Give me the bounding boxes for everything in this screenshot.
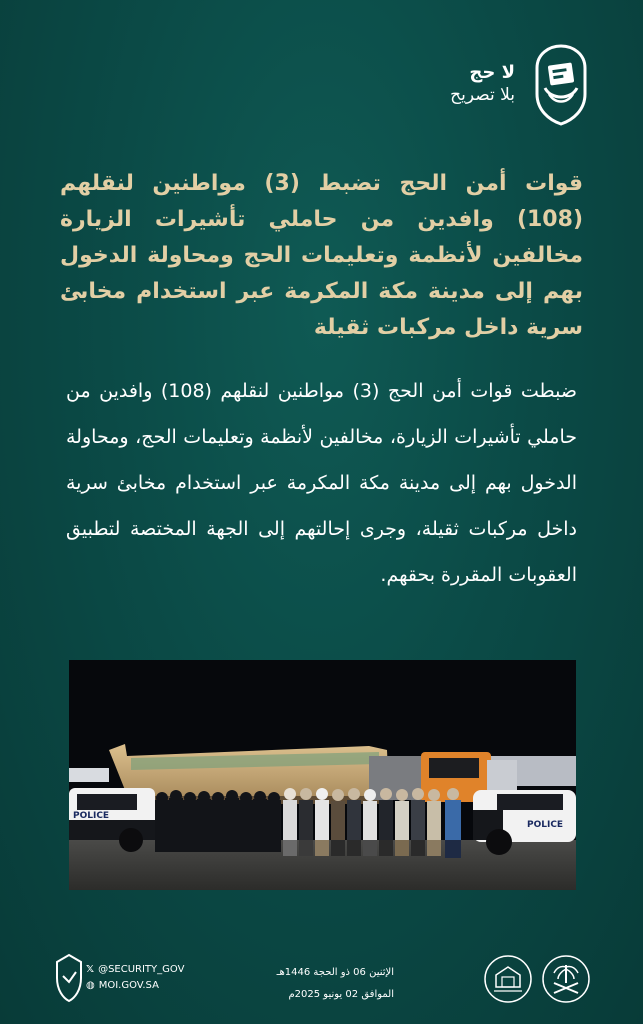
hajj-security-emblem-icon: [482, 953, 534, 1005]
shield-logo-icon: [531, 42, 591, 126]
date-block: [258, 962, 394, 1006]
hajj-permit-logo: [531, 42, 591, 126]
footer-social: [54, 952, 194, 1004]
website-link: MOI.GOV.SA: [98, 980, 159, 991]
palm-swords-emblem-icon: [540, 953, 592, 1005]
slogan-line-2: بلا تصريح: [450, 85, 515, 105]
x-logo-icon: 𝕏: [86, 964, 95, 975]
police-label-right: POLICE: [527, 820, 564, 830]
slogan: [450, 62, 515, 106]
photo-scene: [69, 660, 576, 890]
security-badge-icon: [54, 952, 84, 1004]
date-hijri: الإثنين 06 ذو الحجة 1446هـ: [276, 967, 394, 978]
website-row[interactable]: [86, 980, 159, 991]
headline: قوات أمن الحج تضبط (3) مواطنين لنقلهم (108) وافدين من حاملي تأشيرات الزيارة مخالفين لأنظمة وتعليمات الحج ومحاولة الدخول بهم إلى مدينة مكة المكرمة عبر استخدام مخابئ سرية داخل مركبات ثقيلة: [60, 171, 583, 340]
social-x-row[interactable]: [86, 964, 184, 975]
date-gregorian: الموافق 02 يونيو 2025م: [288, 989, 394, 1000]
hajj-security-emblem: [482, 953, 534, 1005]
news-photo: [69, 660, 576, 890]
social-handle: @SECURITY_GOV: [98, 964, 185, 975]
globe-icon: ◍: [86, 980, 95, 991]
saudi-emblem: [540, 953, 592, 1005]
body-paragraph: ضبطت قوات أمن الحج (3) مواطنين لنقلهم (108) وافدين من حاملي تأشيرات الزيارة، مخالفين لأنظمة وتعليمات الحج، ومحاولة الدخول بهم إلى مدينة مكة المكرمة عبر استخدام مخابئ سرية داخل مركبات ثقيلة، وجرى إحالتهم إلى الجهة المختصة لتطبيق العقوبات المقررة بحقهم.: [66, 380, 577, 586]
slogan-line-1: لا حج: [469, 62, 515, 83]
police-label-left: POLICE: [73, 811, 110, 821]
